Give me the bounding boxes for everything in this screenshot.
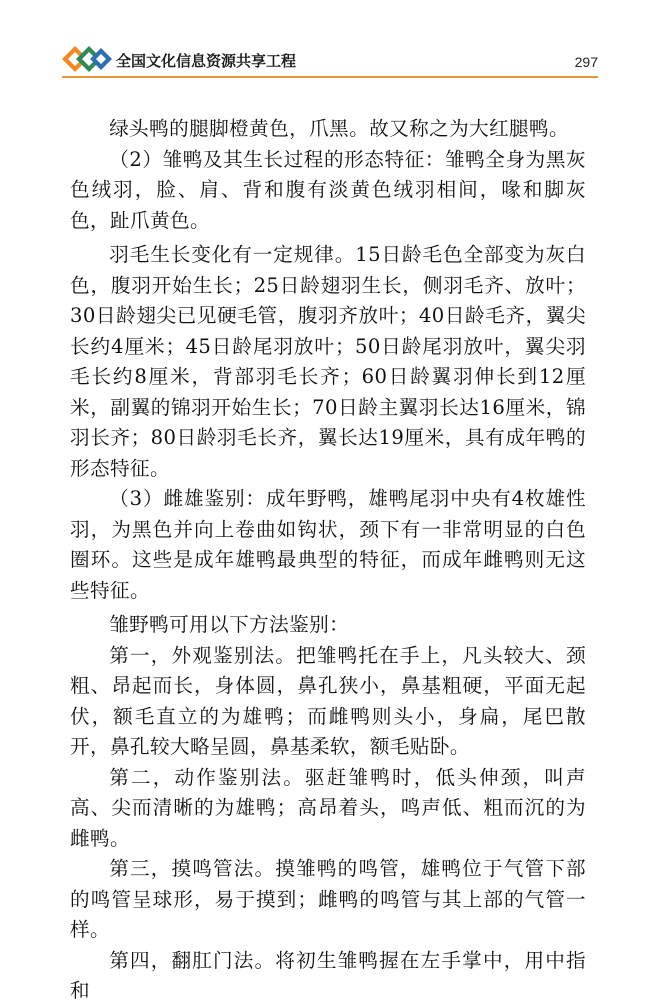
paragraph-1: 绿头鸭的腿脚橙黄色，爪黑。故又称之为大红腿鸭。 <box>109 117 570 140</box>
paragraph-5: 雏野鸭可用以下方法鉴别： <box>109 613 350 636</box>
paragraph-6: 第一，外观鉴别法。把雏鸭托在手上，凡头较大、颈粗、昂起而长，身体圆，鼻孔狭小，鼻基粗硬，平面无起伏，额毛直立的为雄鸭；而雌鸭则头小，身扁，尾巴散开，鼻孔较大略呈圆，鼻基柔软，额毛贴卧。 <box>70 643 586 758</box>
paragraph-3: 羽毛生长变化有一定规律。15日龄毛色全部变为灰白色，腹羽开始生长；25日龄翅羽生长，侧羽毛齐、放叶；30日龄翅尖已见硬毛管，腹羽齐放叶；40日龄毛齐，翼尖长约4厘米；45日龄尾羽放叶；50日龄尾羽放叶，翼尖羽毛长约8厘米，背部羽毛长齐；60日龄翼羽伸长到12厘米，副翼的锦羽开始生长；70日龄主翼羽长达16厘米，锦羽长齐；80日龄羽毛长齐，翼长达19厘米，具有成年鸭的形态特征。 <box>70 243 586 480</box>
page-header <box>62 40 598 80</box>
page-number: 297 <box>574 54 598 70</box>
paragraph-8: 第三，摸鸣管法。摸雏鸭的鸣管，雄鸭位于气管下部的鸣管呈球形，易于摸到；雌鸭的鸣管与其上部的气管一样。 <box>70 857 586 941</box>
page-body <box>70 114 586 1007</box>
paragraph-9: 第四，翻肛门法。将初生雏鸭握在左手掌中，用中指和 <box>70 948 586 1002</box>
paragraph-2: （2）雏鸭及其生长过程的形态特征：雏鸭全身为黑灰色绒羽，脸、肩、背和腹有淡黄色绒羽相间，喙和脚灰色，趾爪黄色。 <box>70 147 586 232</box>
paragraph-4: （3）雌雄鉴别：成年野鸭，雄鸭尾羽中央有4枚雄性羽，为黑色并向上卷曲如钩状，颈下有一非常明显的白色圈环。这些是成年雄鸭最典型的特征，而成年雌鸭则无这些特征。 <box>70 487 586 602</box>
header-title: 全国文化信息资源共享工程 <box>116 52 297 70</box>
paragraph-7: 第二，动作鉴别法。驱赶雏鸭时，低头伸颈，叫声高、尖而清晰的为雄鸭；高昂着头，鸣声低、粗而沉的为雌鸭。 <box>70 765 586 850</box>
cultural-share-project-logo-icon <box>62 44 114 74</box>
header-divider <box>62 76 598 78</box>
